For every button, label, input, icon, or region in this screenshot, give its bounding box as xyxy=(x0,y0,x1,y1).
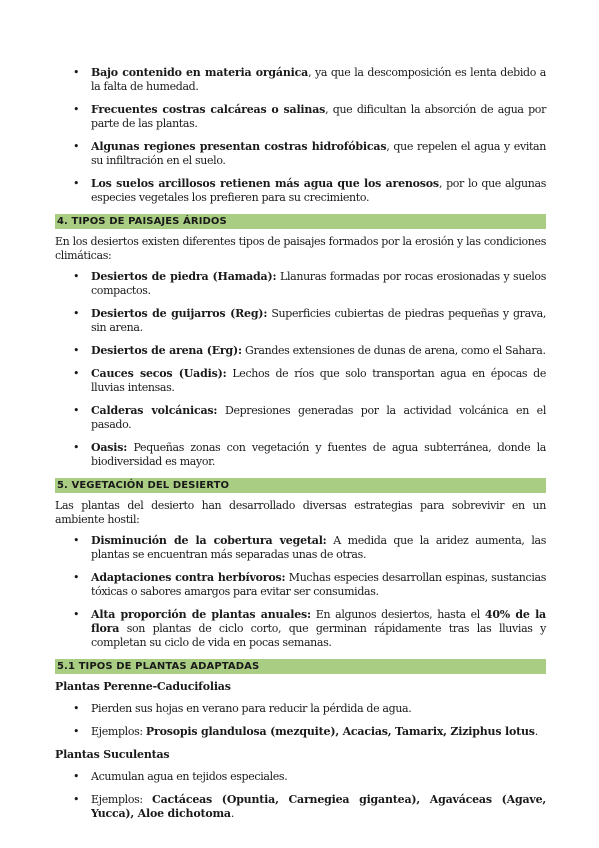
item-text: Ejemplos: xyxy=(91,793,153,806)
soil-characteristics-list xyxy=(55,66,546,205)
item-text: Lechos de ríos que solo transportan agua en épocas de lluvias intensas. xyxy=(91,367,546,394)
item-text: En algunos desiertos, hasta el xyxy=(310,608,485,621)
succulent-plants-list xyxy=(55,770,546,821)
bold-term: Bajo contenido en materia orgánica xyxy=(91,66,309,79)
item-text: Ejemplos: xyxy=(91,725,146,738)
item-text: Muchas especies desarrollan espinas, sustancias tóxicas o sabores amargos para evitar ser consumidas. xyxy=(91,571,546,598)
bold-term: Adaptaciones contra herbívoros: xyxy=(91,571,286,584)
bold-term: Alta proporción de plantas anuales: xyxy=(91,608,311,621)
section-heading-5: 5. VEGETACIÓN DEL DESIERTO xyxy=(55,478,546,493)
item-text: Pierden sus hojas en verano para reducir la pérdida de agua. xyxy=(91,702,412,715)
bold-term: Los suelos arcillosos retienen más agua que los arenosos xyxy=(91,177,439,190)
section-heading-5-1: 5.1 TIPOS DE PLANTAS ADAPTADAS xyxy=(55,659,546,674)
list-item xyxy=(55,270,546,298)
item-text: , ya que la descomposición es lenta debido a la falta de humedad. xyxy=(91,66,546,93)
bold-term: Prosopis glandulosa (mezquite), Acacias, Tamarix, Ziziphus lotus xyxy=(145,725,535,738)
subsection-title: Plantas Perenne-Caducifolias xyxy=(55,680,231,693)
list-item xyxy=(55,441,546,469)
bold-term: Desiertos de piedra (Hamada): xyxy=(91,270,277,283)
list-item xyxy=(55,770,546,784)
bold-term: Oasis: xyxy=(91,441,128,454)
section-intro: Las plantas del desierto han desarrollado diversas estrategias para sobrevivir en un ambiente hostil: xyxy=(55,499,546,526)
bold-term: Calderas volcánicas: xyxy=(91,404,218,417)
list-item xyxy=(55,177,546,205)
bold-term: Cauces secos (Uadis): xyxy=(91,367,227,380)
list-item xyxy=(55,702,546,716)
item-text: Depresiones generadas por la actividad volcánica en el pasado. xyxy=(91,404,547,431)
bold-term: 40% de la flora xyxy=(91,608,546,635)
section-intro: En los desiertos existen diferentes tipos de paisajes formados por la erosión y las condiciones climáticas: xyxy=(55,235,546,262)
item-text: , que repelen el agua y evitan su infiltración en el suelo. xyxy=(91,140,546,167)
list-item xyxy=(55,793,546,821)
item-text: . xyxy=(230,807,235,820)
item-text: Llanuras formadas por rocas erosionadas y suelos compactos. xyxy=(91,270,546,297)
list-item xyxy=(55,404,546,432)
section-heading-4: 4. TIPOS DE PAISAJES ÁRIDOS xyxy=(55,214,546,229)
item-text: Pequeñas zonas con vegetación y fuentes de agua subterránea, donde la biodiversidad es mayor. xyxy=(91,441,546,468)
list-item xyxy=(55,344,546,358)
list-item xyxy=(55,725,546,739)
item-text: son plantas de ciclo corto, que germinan rápidamente tras las lluvias y completan su ciclo de vida en pocas semanas. xyxy=(91,622,546,649)
item-text: , que dificultan la absorción de agua por parte de las plantas. xyxy=(91,103,546,130)
list-item xyxy=(55,534,546,562)
list-item xyxy=(55,103,546,131)
vegetation-strategies-list xyxy=(55,534,546,650)
bold-term: Algunas regiones presentan costras hidrofóbicas xyxy=(91,140,387,153)
landscape-types-list xyxy=(55,270,546,469)
list-item xyxy=(55,571,546,599)
bold-term: Disminución de la cobertura vegetal: xyxy=(91,534,327,547)
subsection-title: Plantas Suculentas xyxy=(55,748,170,761)
item-text: , por lo que algunas especies vegetales los prefieren para su crecimiento. xyxy=(91,177,547,204)
bold-term: Cactáceas (Opuntia, Carnegiea gigantea), Agaváceas (Agave, Yucca), Aloe dichotoma xyxy=(91,793,546,820)
list-item xyxy=(55,66,546,94)
list-item xyxy=(55,608,546,650)
list-item xyxy=(55,140,546,168)
item-text: Grandes extensiones de dunas de arena, como el Sahara. xyxy=(241,344,546,357)
list-item xyxy=(55,367,546,395)
deciduous-plants-list xyxy=(55,702,546,739)
item-text: A medida que la aridez aumenta, las plantas se encuentran más separadas unas de otras. xyxy=(91,534,546,561)
item-text: Acumulan agua en tejidos especiales. xyxy=(91,770,288,783)
bold-term: Frecuentes costras calcáreas o salinas xyxy=(91,103,326,116)
item-text: . xyxy=(534,725,538,738)
item-text: Superficies cubiertas de piedras pequeñas y grava, sin arena. xyxy=(91,307,546,334)
bold-term: Desiertos de guijarros (Reg): xyxy=(91,307,268,320)
bold-term: Desiertos de arena (Erg): xyxy=(91,344,242,357)
list-item xyxy=(55,307,546,335)
